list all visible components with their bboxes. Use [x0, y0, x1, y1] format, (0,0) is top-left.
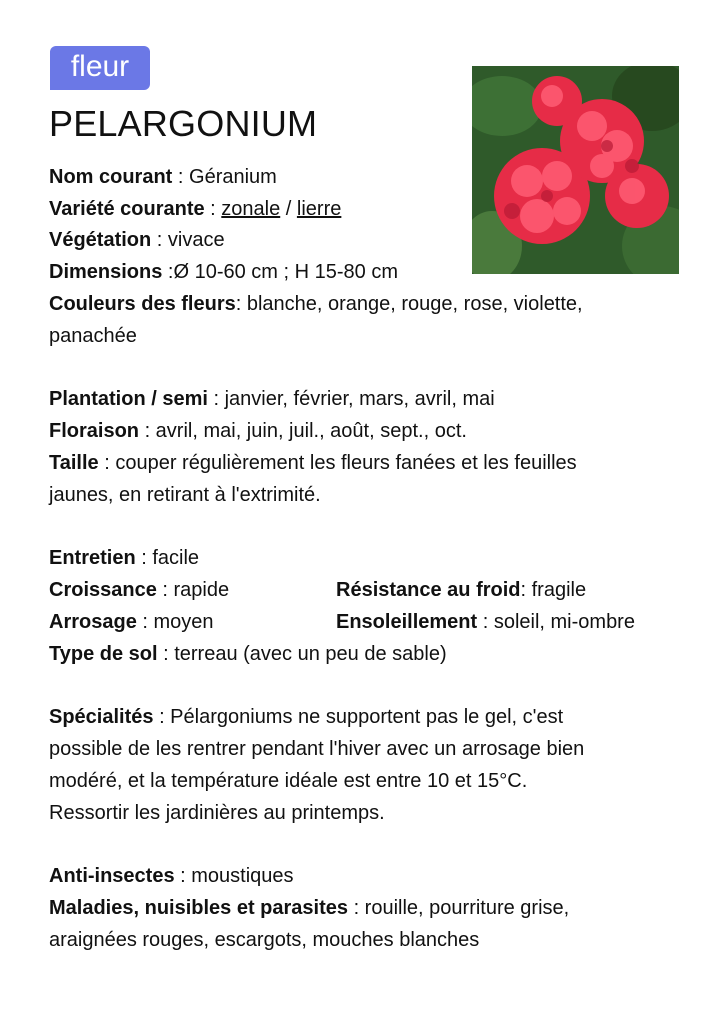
sunlight-label: Ensoleillement: [336, 611, 478, 633]
diseases-row: [49, 892, 569, 924]
care-value: : facile: [135, 547, 200, 569]
category-tag: fleur: [50, 46, 150, 90]
flowering-label: Floraison: [49, 420, 140, 442]
watering-label: Arrosage: [49, 611, 137, 633]
vegetation-row: [49, 224, 225, 256]
growth-row: [49, 574, 229, 606]
common-name-row: [49, 161, 277, 193]
colors-row-cont: panachée: [49, 325, 137, 347]
planting-row: [49, 383, 495, 415]
anti-insects-row: [49, 860, 294, 892]
variety-sep: :: [204, 198, 222, 220]
cold-resistance-value: : fragile: [520, 579, 587, 601]
dimensions-row: [49, 256, 398, 288]
colors-row: [49, 288, 583, 320]
watering-row: [49, 606, 214, 638]
dimensions-value: :Ø 10-60 cm ; H 15-80 cm: [162, 261, 398, 283]
colors-label: Couleurs des fleurs: [49, 293, 236, 315]
watering-value: : moyen: [136, 611, 214, 633]
diseases-row-cont: araignées rouges, escargots, mouches blanches: [49, 929, 480, 951]
specialties-row: [49, 701, 563, 733]
pruning-label: Taille: [49, 452, 99, 474]
diseases-value: : rouille, pourriture grise,: [348, 897, 570, 919]
page-title: PELARGONIUM: [49, 103, 318, 144]
planting-label: Plantation / semi: [49, 388, 208, 410]
care-label: Entretien: [49, 547, 136, 569]
common-name-value: : Géranium: [172, 166, 277, 188]
planting-value: : janvier, février, mars, avril, mai: [207, 388, 495, 410]
specialties-value: : Pélargoniums ne supportent pas le gel, c'est: [153, 706, 564, 728]
common-name-label: Nom courant: [49, 166, 173, 188]
vegetation-value: : vivace: [151, 229, 225, 251]
flower-photo: [472, 66, 679, 274]
soil-label: Type de sol: [49, 643, 158, 665]
variety-slash: /: [280, 198, 297, 220]
specialties-label: Spécialités: [49, 706, 154, 728]
variety-lierre-link[interactable]: lierre: [296, 198, 342, 220]
vegetation-label: Végétation: [49, 229, 152, 251]
variety-label: Variété courante: [49, 198, 205, 220]
sunlight-row: [336, 606, 635, 638]
dimensions-label: Dimensions: [49, 261, 163, 283]
pruning-value: : couper régulièrement les fleurs fanées et les feuilles: [98, 452, 577, 474]
variety-row: [49, 193, 341, 225]
variety-zonale-link[interactable]: zonale: [221, 198, 281, 220]
sunlight-value: : soleil, mi-ombre: [477, 611, 635, 633]
specialties-line-2: possible de les rentrer pendant l'hiver avec un arrosage bien: [49, 738, 585, 760]
cold-resistance-row: [336, 574, 586, 606]
cold-resistance-label: Résistance au froid: [336, 579, 521, 601]
growth-label: Croissance: [49, 579, 157, 601]
colors-value: : blanche, orange, rouge, rose, violette,: [235, 293, 583, 315]
pruning-row-cont: jaunes, en retirant à l'extrimité.: [49, 484, 321, 506]
soil-value: : terreau (avec un peu de sable): [157, 643, 447, 665]
growth-value: : rapide: [156, 579, 230, 601]
flowering-value: : avril, mai, juin, juil., août, sept., oct.: [139, 420, 467, 442]
anti-insects-label: Anti-insectes: [49, 865, 175, 887]
flowering-row: [49, 415, 467, 447]
specialties-line-3: modéré, et la température idéale est entre 10 et 15°C.: [49, 770, 528, 792]
pruning-row: [49, 447, 577, 479]
care-row: [49, 542, 199, 574]
specialties-line-4: Ressortir les jardinières au printemps.: [49, 802, 385, 824]
anti-insects-value: : moustiques: [174, 865, 294, 887]
diseases-label: Maladies, nuisibles et parasites: [49, 897, 349, 919]
soil-row: [49, 638, 447, 670]
